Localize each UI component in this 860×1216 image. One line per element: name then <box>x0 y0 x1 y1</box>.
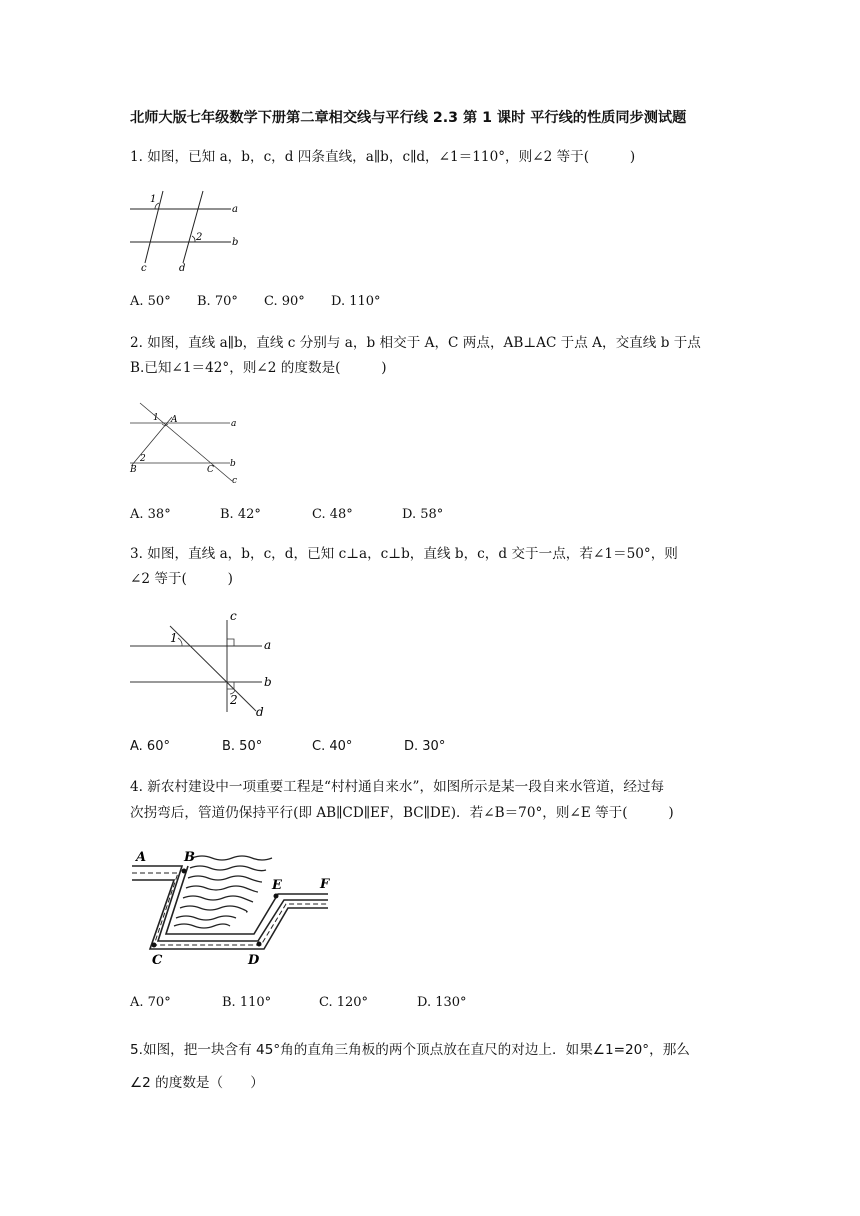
fig3-label-b: b <box>264 675 272 689</box>
fig2-label-A: A <box>171 415 178 425</box>
q2-option-a[interactable]: A. 38° <box>130 507 171 522</box>
fig2-label-1: 1 <box>153 413 159 423</box>
fig2-label-B: B <box>130 465 137 475</box>
q3-option-c[interactable]: C. 40° <box>312 739 353 754</box>
q3-option-b[interactable]: B. 50° <box>222 739 263 754</box>
q3-option-d[interactable]: D. 30° <box>404 739 446 754</box>
question-2-stem-line2: B.已知∠1＝42°，则∠2 的度数是( ) <box>130 360 387 376</box>
question-2-stem-line1: 2. 如图，直线 a∥b，直线 c 分别与 a，b 相交于 A，C 两点，AB⊥AC 于点 A，交直线 b 于点 <box>130 335 701 351</box>
question-3-figure <box>126 606 286 720</box>
q1-option-d[interactable]: D. 110° <box>331 294 381 309</box>
question-1-options <box>130 292 381 312</box>
fig1-label-d: d <box>179 263 186 274</box>
fig4-label-F: F <box>320 877 330 892</box>
fig4-label-B: B <box>184 850 195 865</box>
question-4-figure <box>128 846 336 968</box>
question-3-stem-line2: ∠2 等于( ) <box>130 571 233 587</box>
question-3-options <box>130 737 445 757</box>
question-5-stem-line2: ∠2 的度数是（ ） <box>130 1075 264 1091</box>
question-5-stem-line1: 5.如图，把一块含有 45°角的直角三角板的两个顶点放在直尺的对边上．如果∠1=20°，那么 <box>130 1042 690 1058</box>
question-2-figure <box>126 395 246 485</box>
q3-option-a[interactable]: A. 60° <box>130 739 170 754</box>
q4-option-b[interactable]: B. 110° <box>222 995 272 1010</box>
question-1-figure <box>128 188 248 276</box>
fig2-label-a: a <box>231 419 237 429</box>
question-4-stem-line1: 4. 新农村建设中一项重要工程是“村村通自来水”，如图所示是某一段自来水管道，经过每 <box>130 779 665 795</box>
fig1-label-1: 1 <box>150 194 157 205</box>
q4-option-d[interactable]: D. 130° <box>417 995 467 1010</box>
fig1-label-2: 2 <box>196 232 203 243</box>
fig4-label-A: A <box>136 850 147 865</box>
fig1-label-a: a <box>232 204 238 215</box>
q4-option-a[interactable]: A. 70° <box>130 995 171 1010</box>
fig2-label-c: c <box>232 476 238 485</box>
question-4-stem-line2: 次拐弯后，管道仍保持平行(即 AB∥CD∥EF，BC∥DE)．若∠B＝70°，则∠E 等于( ) <box>130 805 674 821</box>
fig4-label-C: C <box>152 953 163 968</box>
fig4-label-D: D <box>248 953 260 968</box>
q4-option-c[interactable]: C. 120° <box>319 995 369 1010</box>
question-2-options <box>130 505 443 525</box>
fig3-label-1: 1 <box>170 631 178 645</box>
fig3-label-c: c <box>230 609 237 623</box>
page-title: 北师大版七年级数学下册第二章相交线与平行线 2.3 第 1 课时 平行线的性质同步测试题 <box>130 110 687 126</box>
fig2-label-2: 2 <box>140 454 146 464</box>
fig2-label-C: C <box>207 465 214 475</box>
fig3-label-2: 2 <box>230 693 238 707</box>
q2-option-c[interactable]: C. 48° <box>312 507 353 522</box>
question-4-options <box>130 993 467 1013</box>
q1-option-a[interactable]: A. 50° <box>130 294 171 309</box>
fig4-label-E: E <box>272 878 282 893</box>
q1-option-b[interactable]: B. 70° <box>197 294 238 309</box>
question-1-stem: 1. 如图，已知 a，b，c，d 四条直线，a∥b，c∥d，∠1＝110°，则∠2 等于( ) <box>130 149 636 165</box>
fig3-label-d: d <box>256 705 264 719</box>
fig3-label-a: a <box>264 638 272 652</box>
q2-option-b[interactable]: B. 42° <box>220 507 261 522</box>
fig1-label-c: c <box>141 263 147 274</box>
fig1-label-b: b <box>232 237 239 248</box>
q1-option-c[interactable]: C. 90° <box>264 294 305 309</box>
fig2-label-b: b <box>230 459 236 469</box>
q2-option-d[interactable]: D. 58° <box>402 507 444 522</box>
question-3-stem-line1: 3. 如图，直线 a，b，c，d，已知 c⊥a，c⊥b，直线 b，c，d 交于一点，若∠1＝50°，则 <box>130 546 678 562</box>
